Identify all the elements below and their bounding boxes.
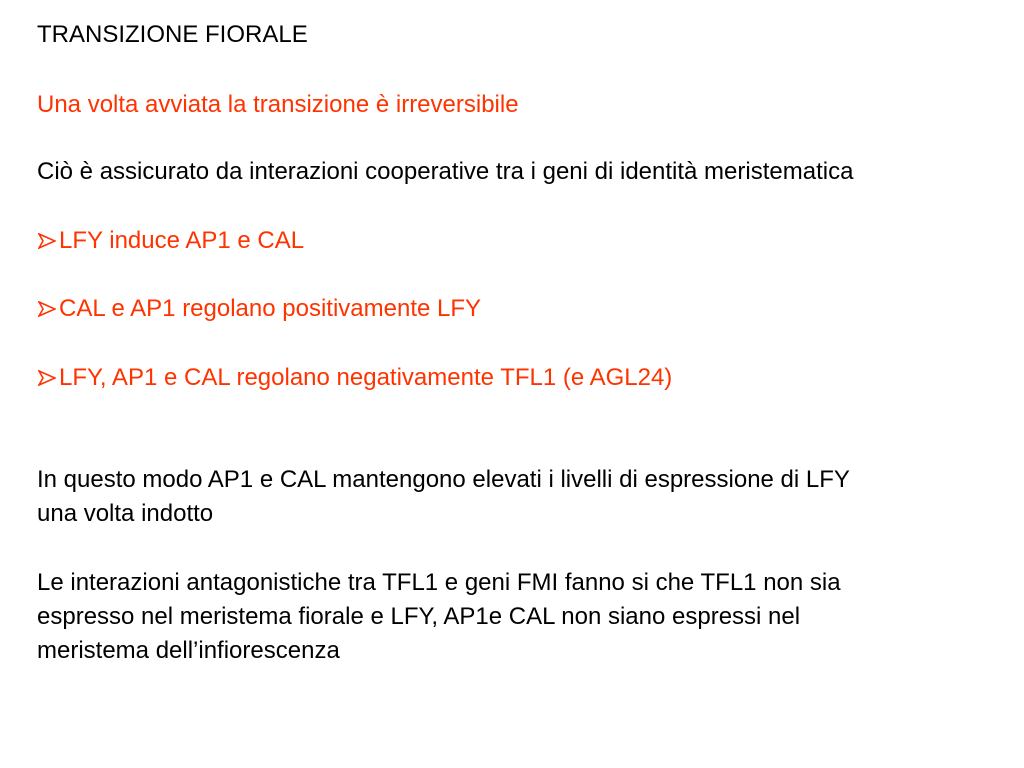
paragraph-line: una volta indotto [37,500,214,527]
paragraph-expression [37,463,1012,531]
bullet-item [37,361,672,395]
paragraph-line: Le interazioni antagonistiche tra TFL1 e geni FMI fanno si che TFL1 non sia [37,569,841,596]
paragraph-line: espresso nel meristema fiorale e LFY, AP1e CAL non siano espressi nel [37,603,801,630]
intro-text: Ciò è assicurato da interazioni cooperative tra i geni di identità meristematica [37,158,854,185]
slide-title: TRANSIZIONE FIORALE [37,21,308,48]
statement-text: Una volta avviata la transizione è irreversibile [37,91,519,118]
slide [37,0,1012,768]
bullet-item [37,292,481,326]
paragraph-antagonistic [37,566,1012,668]
bullet-text: CAL e AP1 regolano positivamente LFY [59,295,482,322]
paragraph-line: In questo modo AP1 e CAL mantengono elevati i livelli di espressione di LFY [37,466,850,493]
bullet-text: LFY, AP1 e CAL regolano negativamente TFL1 (e AGL24) [59,364,673,391]
arrowhead-bullet-icon [37,361,59,395]
arrowhead-bullet-icon [37,224,59,258]
bullet-text: LFY induce AP1 e CAL [59,227,305,254]
arrowhead-bullet-icon [37,292,59,326]
paragraph-line: meristema dell’infiorescenza [37,637,340,664]
bullet-item [37,224,304,258]
